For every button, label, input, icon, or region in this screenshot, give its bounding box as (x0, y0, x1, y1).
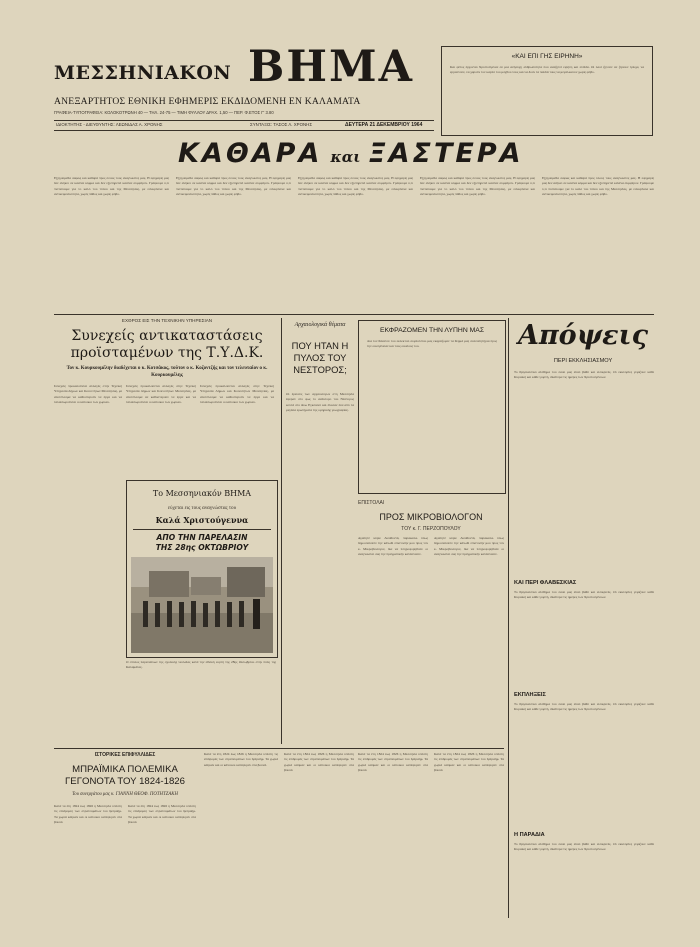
lead-text-col-5: Εξηγούμεθα σαφώς και καθαρά προς όλους τους αναγνώστες μας. Η εφημερίς μας δεν ανήκει σε κανένα κόμμα και δεν εξυπηρετεί κανένα συμφέρον. Γράφουμε ό,τι πιστεύουμε για το καλό του τόπου και της Μεσσηνίας, με ειλικρίνεια και αντικειμενικότητα, χωρίς πάθος και χωρίς φόβο. (542, 176, 654, 197)
sympathy-body: Δια τον θάνατον του εκλεκτού συμπολίτου μας εκφράζομεν τα θερμά μας συλλυπητήρια προς την οικογένειαν και τους οικείους του. (367, 339, 497, 349)
tyda-body-col-2: Συνεχείς προκαλούνται αλλαγές στην Τεχνική Υπηρεσία Δήμων και Κοινοτήτων Μεσσηνίας, με αποτέλεσμα να καθυστερούν τα έργα και να ταλαιπωρούνται οι κάτοικοι των χωριών. (126, 384, 196, 405)
apopseis-body-1: Το θρησκευτικό αίσθημα του λαού μας είναι βαθύ και ειλικρινές. Οι εκκλησίες γεμίζουν κάθε Κυριακή και κάθε γιορτή, ιδιαίτερα τις ημέρες των Χριστουγέννων. (514, 370, 654, 380)
tyda-body-col-1: Συνεχείς προκαλούνται αλλαγές στην Τεχνική Υπηρεσία Δήμων και Κοινοτήτων Μεσσηνίας, με αποτέλεσμα να καθυστερούν τα έργα και να ταλαιπωρούνται οι κάτοικοι των χωριών. (54, 384, 122, 405)
xmas-caption: Ο στόλος παρελαύνων της σχολικής νεολαίας κατά την εθνική εορτή της 28ης Οκτωβρίου στην πόλη της Καλαμάτας. (126, 660, 276, 670)
apopseis-body-3: Το θρησκευτικό αίσθημα του λαού μας είναι βαθύ και ειλικρινές. Οι εκκλησίες γεμίζουν κάθε Κυριακή και κάθε γιορτή, ιδιαίτερα τις ημέρες των Χριστουγέννων. (514, 702, 654, 712)
apopseis-sub-1: ΠΕΡΙ ΕΚΚΛΗΣΙΑΣΜΟΥ (553, 358, 613, 364)
xmas-line-1: Το Μεσσηνιακόν ΒΗΜΑ (152, 489, 252, 498)
box-kai-epi-gis-eirini (441, 46, 653, 136)
xmas-line-5: ΤΗΣ 28ης ΟΚΤΩΒΡΙΟΥ (155, 543, 249, 552)
masthead-subtitle: ΑΝΕΞΑΡΤΗΤΟΣ ΕΘΝΙΚΗ ΕΦΗΜΕΡΙΣ ΕΚΔΙΔΟΜΕΝΗ ΕΝ ΚΑΛΑΜΑΤΑ (54, 96, 361, 107)
banner-headline (178, 138, 538, 174)
letter-byline: ΤΟΥ κ. Γ. ΠΕΡΖΟΠΟΥΛΟΥ (401, 526, 461, 532)
lead-text-col-4: Εξηγούμεθα σαφώς και καθαρά προς όλους τους αναγνώστες μας. Η εφημερίς μας δεν ανήκει σε κανένα κόμμα και δεν εξυπηρετεί κανένα συμφέρον. Γράφουμε ό,τι πιστεύουμε για το καλό του τόπου και της Μεσσηνίας, με ειλικρίνεια και αντικειμενικότητα, χωρίς πάθος και χωρίς φόβο. (420, 176, 535, 197)
history-body-col-1: Κατά τα έτη 1824 έως 1826 η Μεσσηνία υπέστη τις επιδρομές των στρατευμάτων του Ιμπραήμ. Τα χωριά κάηκαν και οι κάτοικοι κατέφυγαν στα βουνά. (54, 804, 122, 825)
archaeology-kicker: Αρχαιολογικά θέματα (294, 322, 346, 328)
apopseis-sub-4: Η ΠΑΡΑΔΙΑ (514, 832, 545, 838)
history-body-col-4: Κατά τα έτη 1824 έως 1826 η Μεσσηνία υπέστη τις επιδρομές των στρατευμάτων του Ιμπραήμ. Τα χωριά κάηκαν και οι κάτοικοι κατέφυγαν στα βουνά. (284, 752, 354, 773)
history-byline: Του συνεργάτου μας κ. ΓΙΑΝΝΗ ΘΕΟΦ. ΠΟΤΗΤΖΑΚΗ (72, 792, 178, 797)
letter-headline: ΠΡΟΣ ΜΙΚΡΟΒΙΟΛΟΓΟΝ (379, 512, 483, 522)
masthead-editor: ΣΥΝΤΑΞΙΣ: ΤΑΣΟΣ Λ. ΧΡΟΝΗΣ (250, 122, 313, 127)
masthead-title-left: ΜΕΣΣΗΝΙΑΚΟΝ (54, 62, 232, 84)
masthead-date: ΔΕΥΤΕΡΑ 21 ΔΕΚΕΜΒΡΙΟΥ 1964 (345, 122, 423, 128)
lead-text-col-3: Εξηγούμεθα σαφώς και καθαρά προς όλους τους αναγνώστες μας. Η εφημερίς μας δεν ανήκει σε κανένα κόμμα και δεν εξυπηρετεί κανένα συμφέρον. Γράφουμε ό,τι πιστεύουμε για το καλό του τόπου και της Μεσσηνίας, με ειλικρίνεια και αντικειμενικότητα, χωρίς πάθος και χωρίς φόβο. (298, 176, 413, 197)
tyda-deck: Τον κ. Κουρκουμέλην διαδέχεται ο κ. Κοτσάκος, τούτον ο κ. Κοζοντζής και τον τελευταίον ο κ. Κουρκουμέλης (66, 366, 268, 378)
apopseis-sub-2: ΚΑΙ ΠΕΡΙ ΦΛΑΒΕΣΚΙΑΣ (514, 580, 577, 586)
banner-word-2: και (330, 148, 361, 166)
apopseis-body-2: Το θρησκευτικό αίσθημα του λαού μας είναι βαθύ και ειλικρινές. Οι εκκλησίες γεμίζουν κάθε Κυριακή και κάθε γιορτή, ιδιαίτερα τις ημέρες των Χριστουγέννων. (514, 590, 654, 600)
banner-word-1: ΚΑΘΑΡΑ (178, 138, 323, 169)
sympathy-box (358, 320, 506, 494)
archaeology-headline: ΠΟΥ ΗΤΑΝ Η ΠΥΛΟΣ ΤΟΥ ΝΕΣΤΟΡΟΣ; (291, 340, 349, 375)
apopseis-title: Απόψεις (517, 320, 649, 351)
masthead-owner: ΙΔΙΟΚΤΗΤΗΣ - ΔΙΕΥΘΥΝΤΗΣ: ΛΕΩΝΙΔΑΣ Α. ΧΡΟΝΗΣ (56, 122, 163, 127)
history-body-col-5: Κατά τα έτη 1824 έως 1826 η Μεσσηνία υπέστη τις επιδρομές των στρατευμάτων του Ιμπραήμ. Τα χωριά κάηκαν και οι κάτοικοι κατέφυγαν στα βουνά. (358, 752, 428, 773)
history-body-col-3: Κατά τα έτη 1824 έως 1826 η Μεσσηνία υπέστη τις επιδρομές των στρατευμάτων του Ιμπραήμ. Τα χωριά κάηκαν και οι κάτοικοι κατέφυγαν στα βουνά. (204, 752, 278, 767)
apopseis-sub-3: ΕΚΠΛΗΞΕΙΣ (514, 692, 546, 698)
masthead-title-right: ΒΗΜΑ (248, 42, 414, 92)
archaeology-body: Οι έρευνες των αρχαιολόγων στη Μεσσηνία έφεραν στο φως το ανάκτορο του Νέστορος κοντά στο Άνω Εγκλιανό και έλυσαν ένα από τα μεγάλα ερωτήματα της ομηρικής γεωγραφίας. (286, 392, 354, 413)
xmas-box (126, 480, 278, 658)
lead-text-col-2: Εξηγούμεθα σαφώς και καθαρά προς όλους τους αναγνώστες μας. Η εφημερίς μας δεν ανήκει σε κανένα κόμμα και δεν εξυπηρετεί κανένα συμφέρον. Γράφουμε ό,τι πιστεύουμε για το καλό του τόπου και της Μεσσηνίας, με ειλικρίνεια και αντικειμενικότητα, χωρίς πάθος και χωρίς φόβο. (176, 176, 291, 197)
sympathy-headline: ΕΚΦΡΑΖΟΜΕΝ ΤΗΝ ΛΥΠΗΝ ΜΑΣ (379, 327, 485, 334)
tyda-body-col-3: Συνεχείς προκαλούνται αλλαγές στην Τεχνική Υπηρεσία Δήμων και Κοινοτήτων Μεσσηνίας, με αποτέλεσμα να καθυστερούν τα έργα και να ταλαιπωρούνται οι κάτοικοι των χωριών. (200, 384, 274, 405)
history-headline: ΜΠΡΑΪΜΙΚΑ ΠΟΛΕΜΙΚΑ ΓΕΓΟΝΟΤΑ ΤΟΥ 1824-1826 (65, 764, 185, 787)
box-title: «ΚΑΙ ΕΠΙ ΓΗΣ ΕΙΡΗΝΗ» (511, 53, 583, 60)
history-body-col-2: Κατά τα έτη 1824 έως 1826 η Μεσσηνία υπέστη τις επιδρομές των στρατευμάτων του Ιμπραήμ. Τα χωριά κάηκαν και οι κάτοικοι κατέφυγαν στα βουνά. (128, 804, 196, 825)
letter-body-col-1: Αγαπητέ κύριε Διευθυντά, παρακαλώ όπως δημοσιεύσετε την κάτωθι επιστολήν μου προς τον κ. Μικροβιολόγον, δια να πληροφορηθούν οι αναγνώσται σας την πραγματικήν κατάστασιν. (358, 536, 428, 557)
history-body-col-6: Κατά τα έτη 1824 έως 1826 η Μεσσηνία υπέστη τις επιδρομές των στρατευμάτων του Ιμπραήμ. Τα χωριά κάηκαν και οι κάτοικοι κατέφυγαν στα βουνά. (434, 752, 504, 773)
letter-body-col-2: Αγαπητέ κύριε Διευθυντά, παρακαλώ όπως δημοσιεύσετε την κάτωθι επιστολήν μου προς τον κ. Μικροβιολόγον, δια να πληροφορηθούν οι αναγνώσται σας την πραγματικήν κατάστασιν. (434, 536, 504, 557)
box-body: Και φέτος έρχονται Χριστούγεννα σε μια ανήσυχη ανθρωπότητα που αναζητεί ειρήνη και ελπίδα. Οι λαοί ζητούν να ζήσουν ήσυχα, να εργαστούν, να χαρούν τον καρπό του μόχθου τους και να δουν τα παιδιά τους να μεγαλώνουν χωρίς φόβο. (450, 65, 644, 75)
letter-kicker: ΕΠΙΣΤΟΛΑΙ (358, 500, 385, 506)
xmas-line-3: Καλά Χριστούγεννα (155, 515, 249, 525)
parade-photo (131, 557, 273, 653)
xmas-line-2: εύχεται εις τους αναγνώστας του (167, 505, 237, 511)
banner-word-3: ΞΑΣΤΕΡΑ (368, 138, 524, 169)
history-kicker: ΙΣΤΟΡΙΚΕΣ ΕΠΙΦΥΛΛΙΔΕΣ (94, 752, 156, 758)
lead-text-col-1: Εξηγούμεθα σαφώς και καθαρά προς όλους τους αναγνώστες μας. Η εφημερίς μας δεν ανήκει σε κανένα κόμμα και δεν εξυπηρετεί κανένα συμφέρον. Γράφουμε ό,τι πιστεύουμε για το καλό του τόπου και της Μεσσηνίας, με ειλικρίνεια και αντικειμενικότητα, χωρίς πάθος και χωρίς φόβο. (54, 176, 169, 197)
apopseis-body-4: Το θρησκευτικό αίσθημα του λαού μας είναι βαθύ και ειλικρινές. Οι εκκλησίες γεμίζουν κάθε Κυριακή και κάθε γιορτή, ιδιαίτερα τις ημέρες των Χριστουγέννων. (514, 842, 654, 852)
tyda-kicker: ΕΧΘΡΟΣ ΕΙΣ ΤΗΝ ΤΕΧΝΙΚΗΝ ΥΠΗΡΕΣΙΑΝ (121, 318, 213, 323)
xmas-line-4: ΑΠΟ ΤΗΝ ΠΑΡΕΛΑΣΙΝ (156, 533, 248, 542)
tyda-headline: Συνεχείς αντικαταστάσεις προϊσταμένων της Τ.Υ.Δ.Κ. (70, 328, 264, 361)
masthead-info: ΓΡΑΦΕΙΑ-ΤΥΠΟΓΡΑΦΕΙΑ: ΚΟΛΟΚΟΤΡΩΝΗ 40 — ΤΗΛ. 24-75 — ΤΙΜΗ ΦΥΛΛΟΥ ΔΡΑΧ. 1,50 — ΠΕΡ. Φ.ΕΤΟΣ Γ' 3.80 (54, 110, 274, 115)
